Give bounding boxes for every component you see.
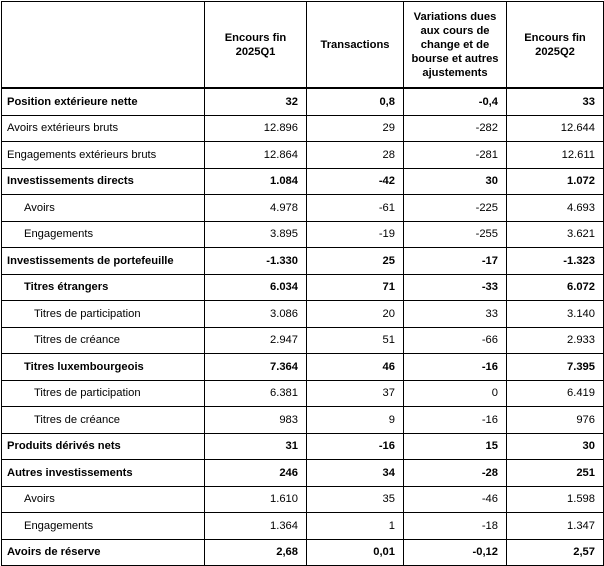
cell-encours-q1: 32 bbox=[205, 88, 307, 115]
row-label: Engagements bbox=[2, 221, 205, 248]
cell-encours-q1: 1.084 bbox=[205, 168, 307, 195]
position-table bbox=[1, 1, 604, 566]
cell-transactions: 25 bbox=[307, 248, 404, 275]
cell-transactions: 20 bbox=[307, 301, 404, 328]
cell-variations: -46 bbox=[404, 486, 507, 513]
cell-variations: 15 bbox=[404, 433, 507, 460]
cell-variations: 30 bbox=[404, 168, 507, 195]
table-row bbox=[2, 486, 604, 513]
cell-encours-q2: 6.419 bbox=[507, 380, 604, 407]
cell-transactions: -61 bbox=[307, 195, 404, 222]
cell-transactions: 35 bbox=[307, 486, 404, 513]
cell-encours-q2: 30 bbox=[507, 433, 604, 460]
cell-variations: -282 bbox=[404, 115, 507, 142]
row-label: Titres de participation bbox=[2, 301, 205, 328]
cell-variations: -225 bbox=[404, 195, 507, 222]
cell-variations: -28 bbox=[404, 460, 507, 487]
row-label: Titres étrangers bbox=[2, 274, 205, 301]
cell-variations: -16 bbox=[404, 407, 507, 434]
cell-encours-q2: 6.072 bbox=[507, 274, 604, 301]
cell-transactions: 51 bbox=[307, 327, 404, 354]
cell-encours-q2: 1.598 bbox=[507, 486, 604, 513]
header-encours-q2: Encours fin 2025Q2 bbox=[507, 2, 604, 89]
row-label: Avoirs extérieurs bruts bbox=[2, 115, 205, 142]
cell-encours-q1: 3.895 bbox=[205, 221, 307, 248]
table-row bbox=[2, 539, 604, 566]
cell-transactions: 37 bbox=[307, 380, 404, 407]
row-label: Investissements directs bbox=[2, 168, 205, 195]
cell-encours-q2: 976 bbox=[507, 407, 604, 434]
cell-transactions: -16 bbox=[307, 433, 404, 460]
header-row bbox=[2, 2, 604, 89]
cell-transactions: -42 bbox=[307, 168, 404, 195]
cell-encours-q2: 12.644 bbox=[507, 115, 604, 142]
cell-encours-q1: 12.896 bbox=[205, 115, 307, 142]
cell-encours-q2: 251 bbox=[507, 460, 604, 487]
row-label: Engagements bbox=[2, 513, 205, 540]
row-label: Produits dérivés nets bbox=[2, 433, 205, 460]
table-row bbox=[2, 327, 604, 354]
cell-variations: -281 bbox=[404, 142, 507, 169]
row-label: Titres de créance bbox=[2, 327, 205, 354]
cell-variations: -255 bbox=[404, 221, 507, 248]
row-label: Investissements de portefeuille bbox=[2, 248, 205, 275]
cell-transactions: 0,8 bbox=[307, 88, 404, 115]
row-label: Engagements extérieurs bruts bbox=[2, 142, 205, 169]
cell-encours-q1: 246 bbox=[205, 460, 307, 487]
cell-encours-q1: 3.086 bbox=[205, 301, 307, 328]
cell-transactions: 34 bbox=[307, 460, 404, 487]
cell-encours-q2: 1.072 bbox=[507, 168, 604, 195]
cell-variations: -66 bbox=[404, 327, 507, 354]
cell-encours-q2: 3.140 bbox=[507, 301, 604, 328]
cell-encours-q1: 31 bbox=[205, 433, 307, 460]
row-label: Titres luxembourgeois bbox=[2, 354, 205, 381]
cell-transactions: 9 bbox=[307, 407, 404, 434]
cell-encours-q2: 7.395 bbox=[507, 354, 604, 381]
cell-encours-q2: 33 bbox=[507, 88, 604, 115]
table-row bbox=[2, 168, 604, 195]
table-row bbox=[2, 221, 604, 248]
table-row bbox=[2, 354, 604, 381]
cell-encours-q1: 1.364 bbox=[205, 513, 307, 540]
table-row bbox=[2, 115, 604, 142]
table-row bbox=[2, 407, 604, 434]
header-variations: Variations dues aux cours de change et de bourse et autres ajustements bbox=[404, 2, 507, 89]
table-row bbox=[2, 248, 604, 275]
cell-transactions: 0,01 bbox=[307, 539, 404, 566]
table-row bbox=[2, 380, 604, 407]
table-row bbox=[2, 301, 604, 328]
row-label: Titres de créance bbox=[2, 407, 205, 434]
cell-transactions: 71 bbox=[307, 274, 404, 301]
cell-encours-q2: -1.323 bbox=[507, 248, 604, 275]
table-row bbox=[2, 433, 604, 460]
cell-encours-q1: 6.381 bbox=[205, 380, 307, 407]
row-label: Position extérieure nette bbox=[2, 88, 205, 115]
row-label: Avoirs de réserve bbox=[2, 539, 205, 566]
cell-encours-q1: 6.034 bbox=[205, 274, 307, 301]
cell-encours-q2: 12.611 bbox=[507, 142, 604, 169]
cell-encours-q1: 983 bbox=[205, 407, 307, 434]
table-row bbox=[2, 195, 604, 222]
table-row bbox=[2, 513, 604, 540]
cell-variations: -0,12 bbox=[404, 539, 507, 566]
cell-encours-q2: 2,57 bbox=[507, 539, 604, 566]
cell-variations: 0 bbox=[404, 380, 507, 407]
row-label: Titres de participation bbox=[2, 380, 205, 407]
cell-encours-q1: 12.864 bbox=[205, 142, 307, 169]
cell-transactions: 28 bbox=[307, 142, 404, 169]
cell-transactions: 46 bbox=[307, 354, 404, 381]
cell-encours-q1: 7.364 bbox=[205, 354, 307, 381]
cell-variations: -16 bbox=[404, 354, 507, 381]
row-label: Avoirs bbox=[2, 195, 205, 222]
cell-encours-q2: 3.621 bbox=[507, 221, 604, 248]
cell-encours-q1: -1.330 bbox=[205, 248, 307, 275]
cell-encours-q2: 1.347 bbox=[507, 513, 604, 540]
header-encours-q1: Encours fin 2025Q1 bbox=[205, 2, 307, 89]
cell-encours-q1: 2.947 bbox=[205, 327, 307, 354]
table-row bbox=[2, 274, 604, 301]
cell-transactions: -19 bbox=[307, 221, 404, 248]
row-label: Avoirs bbox=[2, 486, 205, 513]
cell-variations: -33 bbox=[404, 274, 507, 301]
row-label: Autres investissements bbox=[2, 460, 205, 487]
cell-encours-q2: 4.693 bbox=[507, 195, 604, 222]
cell-encours-q2: 2.933 bbox=[507, 327, 604, 354]
cell-variations: -17 bbox=[404, 248, 507, 275]
cell-transactions: 1 bbox=[307, 513, 404, 540]
header-transactions: Transactions bbox=[307, 2, 404, 89]
header-empty bbox=[2, 2, 205, 89]
cell-encours-q1: 1.610 bbox=[205, 486, 307, 513]
cell-variations: -0,4 bbox=[404, 88, 507, 115]
table-row bbox=[2, 142, 604, 169]
cell-variations: -18 bbox=[404, 513, 507, 540]
table-row bbox=[2, 88, 604, 115]
cell-variations: 33 bbox=[404, 301, 507, 328]
table-row bbox=[2, 460, 604, 487]
cell-encours-q1: 2,68 bbox=[205, 539, 307, 566]
cell-transactions: 29 bbox=[307, 115, 404, 142]
cell-encours-q1: 4.978 bbox=[205, 195, 307, 222]
